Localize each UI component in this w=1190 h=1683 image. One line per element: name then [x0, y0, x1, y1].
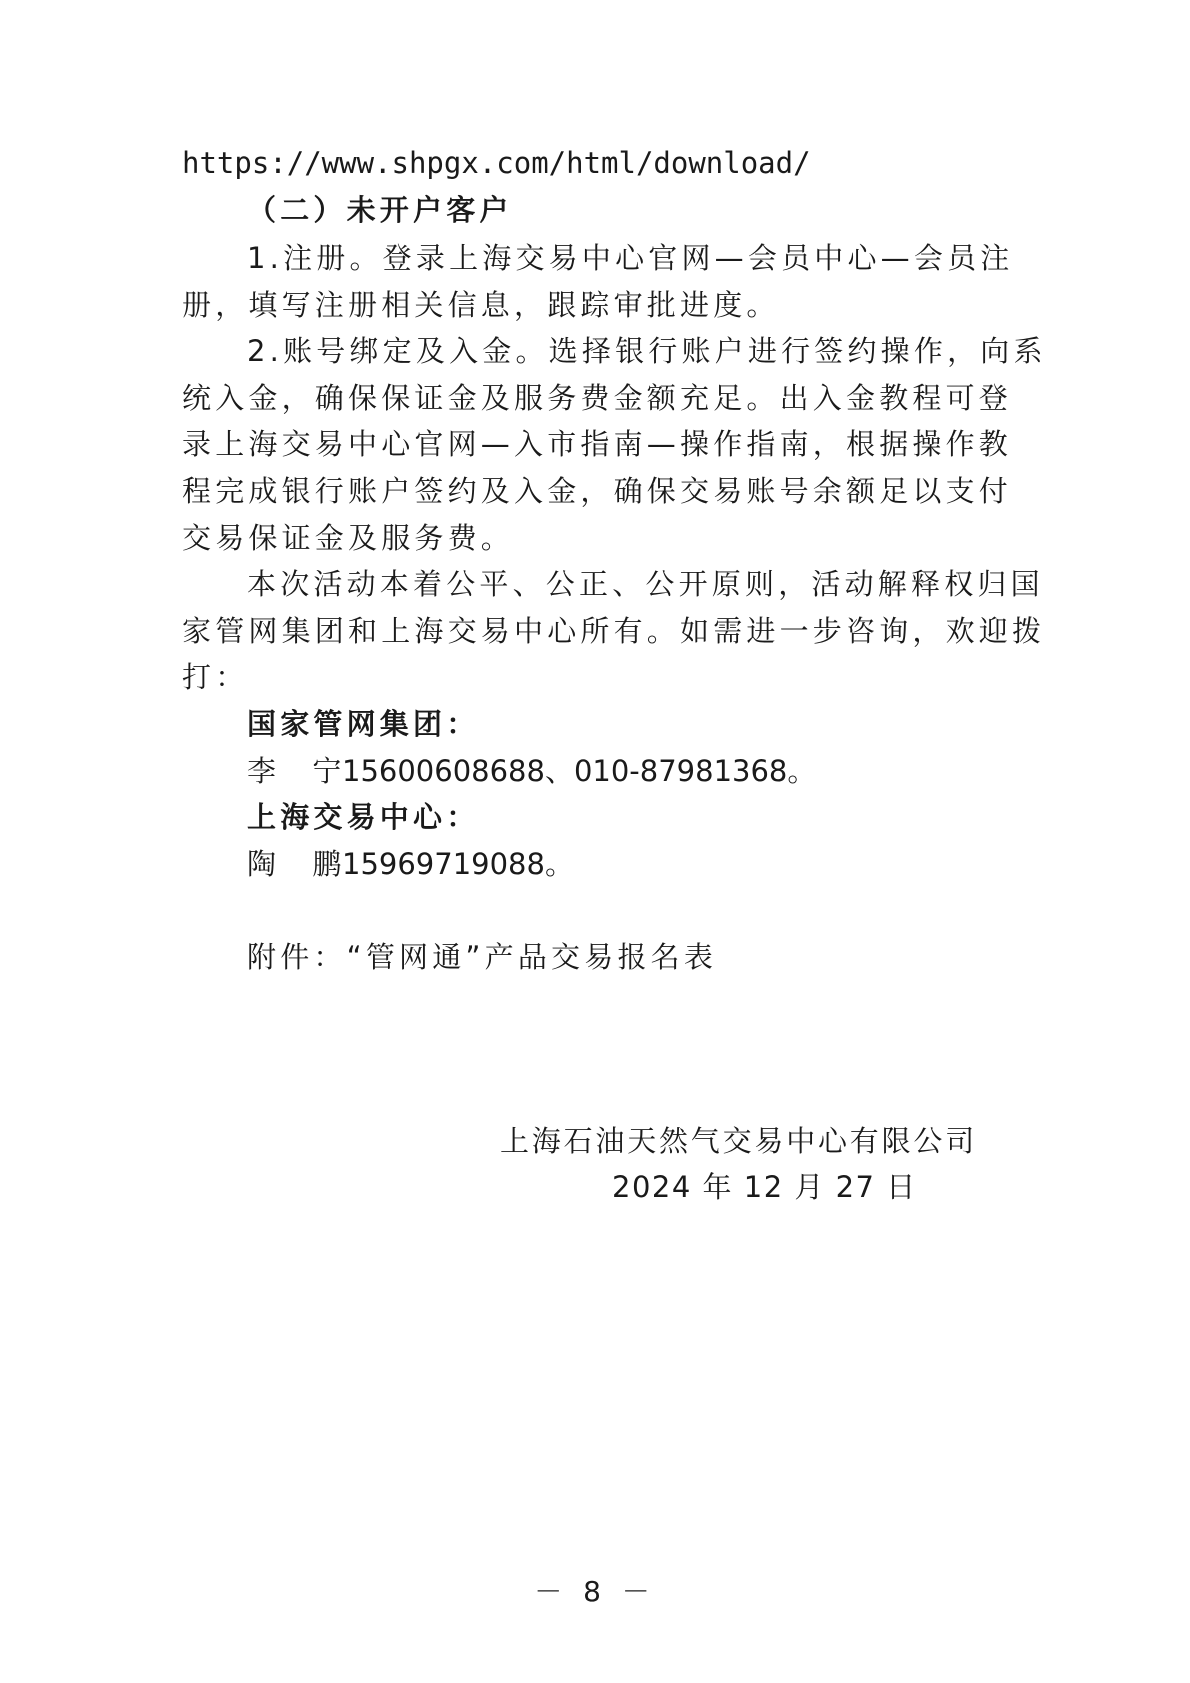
contact-org-2: 上海交易中心： [247, 800, 480, 834]
step1-line2: 册，填写注册相关信息，跟踪审批进度。 [182, 288, 780, 322]
step1-line1: 1.注册。登录上海交易中心官网—会员中心—会员注 [247, 241, 1014, 275]
signature-date: 2024 年 12 月 27 日 [612, 1170, 917, 1204]
step2-line1: 2.账号绑定及入金。选择银行账户进行签约操作，向系 [247, 334, 1047, 368]
closing-line1: 本次活动本着公平、公正、公开原则，活动解释权归国 [247, 567, 1044, 601]
page-number: － 8 － [534, 1575, 656, 1608]
contact-row-1 [247, 754, 816, 788]
step2-line4: 程完成银行账户签约及入金，确保交易账号余额足以支付 [182, 474, 1013, 508]
contact-name-1: 李 宁 [247, 754, 348, 788]
contact-row-2 [247, 847, 574, 881]
step2-line3: 录上海交易中心官网—入市指南—操作指南，根据操作教 [182, 427, 1013, 461]
signature-company: 上海石油天然气交易中心有限公司 [500, 1124, 978, 1158]
step2-line5: 交易保证金及服务费。 [182, 521, 515, 555]
closing-line3: 打： [182, 660, 249, 694]
contact-name-2: 陶 鹏 [247, 847, 348, 881]
section-heading: （二）未开户客户 [247, 193, 513, 227]
attachment-line: 附件：“管网通”产品交易报名表 [247, 940, 718, 974]
contact-phone-2[interactable]: 15969719088。 [342, 847, 574, 881]
download-url[interactable]: https://www.shpgx.com/html/download/ [182, 146, 811, 180]
closing-line2: 家管网集团和上海交易中心所有。如需进一步咨询，欢迎拨 [182, 614, 1046, 648]
contact-org-1: 国家管网集团： [247, 707, 480, 741]
contact-phone-1[interactable]: 15600608688、010-87981368。 [342, 754, 817, 788]
step2-line2: 统入金，确保保证金及服务费金额充足。出入金教程可登 [182, 381, 1013, 415]
